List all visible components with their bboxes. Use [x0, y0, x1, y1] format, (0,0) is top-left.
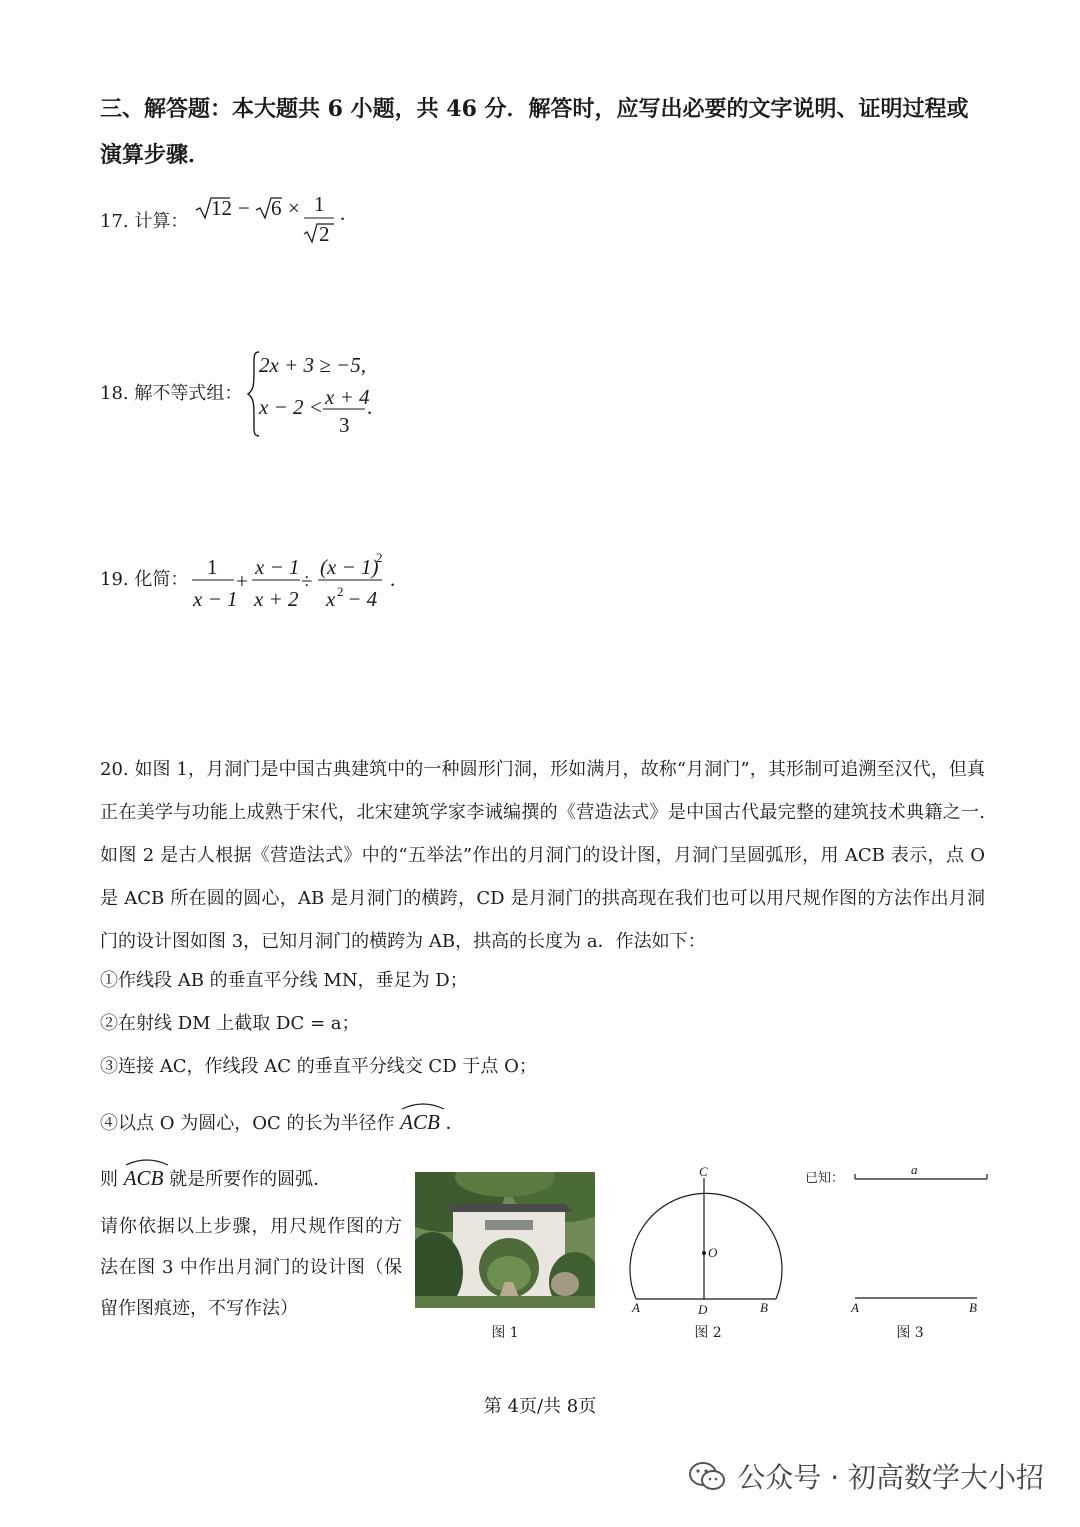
- q19-expression: [188, 550, 408, 614]
- arc-acb: [630, 1193, 782, 1299]
- figure-1-caption: 图 1: [491, 1325, 519, 1341]
- f3-num: (x − 1): [320, 555, 379, 579]
- f1-den: x − 1: [193, 587, 238, 611]
- f1-num: 1: [207, 555, 218, 579]
- question-19-label: 19. 化简：: [100, 569, 189, 590]
- q17-expression: [194, 196, 374, 248]
- label-a: A: [632, 1300, 640, 1315]
- f3-den: x: [326, 587, 336, 611]
- q17-end: .: [340, 201, 346, 225]
- question-20-text: 20. 如图 1，月洞门是中国古典建筑中的一种圆形门洞，形如满月，故称“月洞门”，其形制可追溯至汉代，但真正在美学与功能上成熟于宋代，北宋建筑学家李诫编撰的《营造法式》是中国古代最完整的建筑技术典籍之一. 如图 2 是古人根据《营造法式》中的“五举法”作出的月洞门的设计图，月洞门呈圆弧形，用 ACB 表示，点 O 是 ACB 所在圆的圆心，AB 是月洞门的横跨，CD 是月洞门的拱高现在我们也可以用尺规作图的方法作出月洞门的设计图如图 3，已知月洞门的横跨为 AB，拱高的长度为 a．作法如下：: [100, 759, 985, 952]
- step-3: ③连接 AC，作线段 AC 的垂直平分线交 CD 于点 O；: [100, 1056, 537, 1077]
- label-a-point: A: [851, 1300, 859, 1315]
- frac-num-1: 1: [314, 196, 325, 216]
- question-18-label: 18. 解不等式组：: [100, 383, 243, 404]
- minus-sign: −: [238, 196, 250, 220]
- arc-acb-notation: ACB: [400, 1104, 440, 1134]
- task-text: 请你依据以上步骤，用尺规作图的方法在图 3 中作出月洞门的设计图（保留作图痕迹，不写作法）: [100, 1216, 402, 1319]
- ineq-line-1: 2x + 3 ≥ −5,: [259, 353, 366, 377]
- q18-system: [245, 348, 405, 440]
- ineq-frac-num: x + 4: [325, 385, 370, 409]
- figure-2-diagram: [620, 1164, 800, 1318]
- then-line: 则 ACB 就是所要作的圆弧．: [100, 1160, 331, 1192]
- page-footer: 第 4页/共 8页: [483, 1396, 597, 1417]
- section-heading: 三、解答题：本大题共 6 小题，共 46 分．解答时，应写出必要的文字说明、证明过程或演算步骤．: [100, 96, 969, 168]
- figure-2-caption: 图 2: [694, 1325, 722, 1341]
- wechat-icon: [687, 1458, 727, 1494]
- q17-label: 17. 计算：: [100, 211, 189, 232]
- question-17: [100, 196, 374, 248]
- label-d: D: [698, 1302, 708, 1317]
- known-label: 已知：: [805, 1171, 845, 1186]
- step-4: ④以点 O 为圆心，OC 的长为半径作 ACB ．: [100, 1104, 464, 1136]
- watermark: [687, 1456, 1044, 1496]
- figure-3-diagram: [805, 1160, 995, 1320]
- label-c: C: [699, 1164, 708, 1179]
- arc-acb-notation-2: ACB: [124, 1160, 164, 1190]
- plus-sign: +: [236, 569, 248, 593]
- arc-mark: [400, 1102, 446, 1110]
- rad-6: 6: [271, 196, 282, 220]
- f2-den: x + 2: [254, 587, 299, 611]
- label-o: O: [708, 1245, 718, 1260]
- label-b-point: B: [969, 1300, 977, 1315]
- step-2: ②在射线 DM 上截取 DC = a；: [100, 1013, 360, 1034]
- div-sign: ÷: [301, 569, 313, 593]
- q19-end: .: [390, 567, 396, 591]
- f3-num-exp: 2: [376, 550, 383, 565]
- rad-2: 2: [319, 222, 330, 246]
- left-brace: [248, 352, 259, 436]
- step-1: ①作线段 AB 的垂直平分线 MN，垂足为 D；: [100, 970, 468, 991]
- arc-mark: [124, 1158, 170, 1166]
- ineq-end: .: [367, 395, 373, 419]
- figure-1-photo: [415, 1172, 595, 1308]
- ineq-frac-den: 3: [339, 413, 350, 437]
- f3-den-exp: 2: [337, 584, 344, 599]
- watermark-text: 公众号 · 初高数学大小招: [737, 1461, 1044, 1494]
- rad-12: 12: [211, 196, 233, 220]
- label-a-length: a: [911, 1162, 918, 1177]
- center-point-o: [702, 1251, 706, 1255]
- times-sign: ×: [288, 196, 300, 220]
- figure-3-caption: 图 3: [896, 1325, 924, 1341]
- f3-den-tail: − 4: [342, 587, 378, 611]
- label-b: B: [760, 1300, 768, 1315]
- f2-num: x − 1: [255, 555, 300, 579]
- ineq-line-2-left: x − 2 <: [259, 395, 323, 419]
